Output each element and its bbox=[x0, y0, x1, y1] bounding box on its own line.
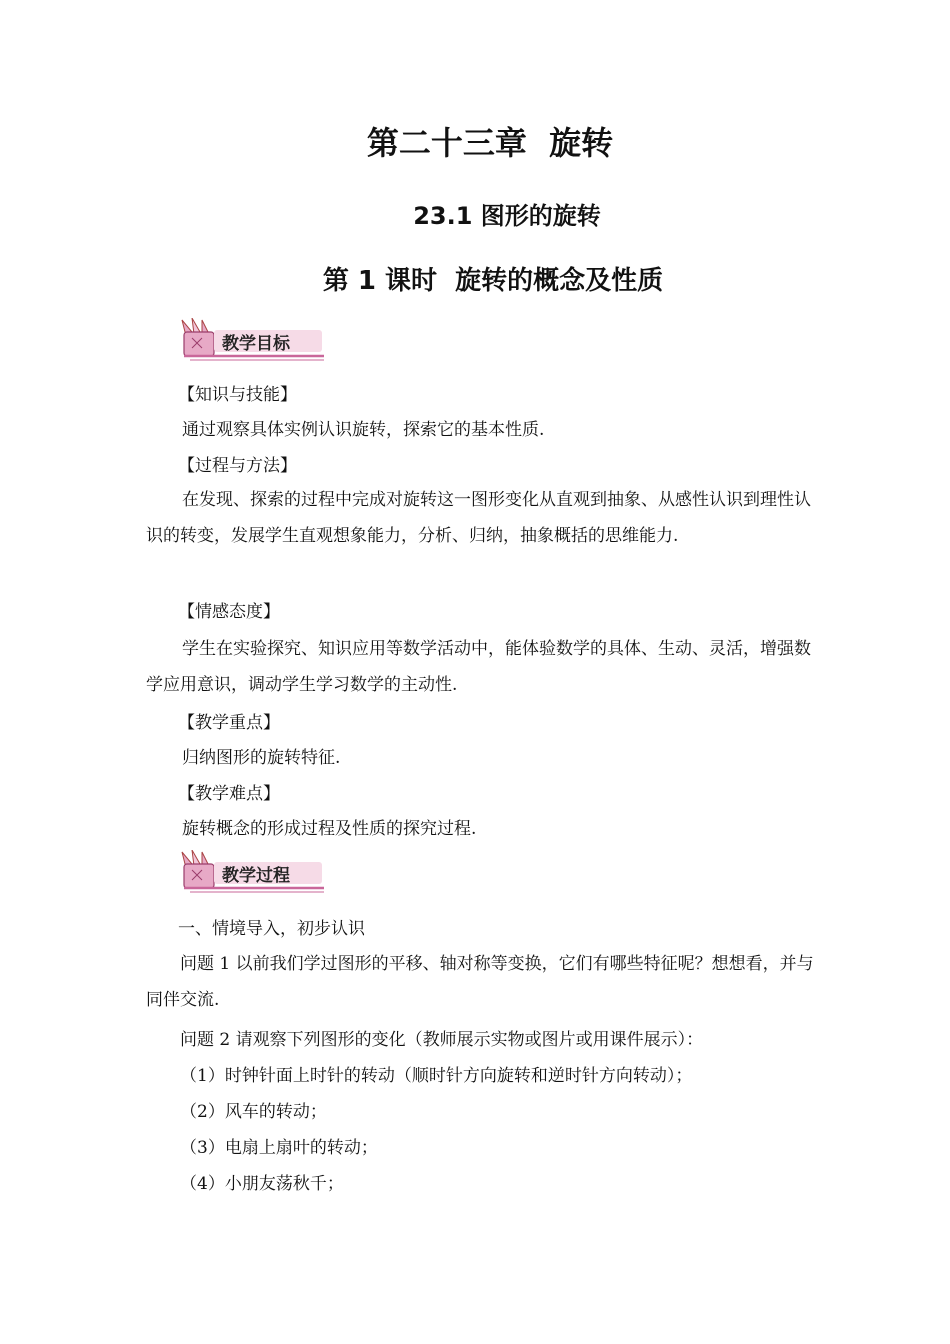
process-badge-label: 教学过程 bbox=[222, 866, 290, 886]
process-text: 在发现、探索的过程中完成对旋转这一图形变化从直观到抽象、从感性认识到理性认识的转变，发展学生直观想象能力，分析、归纳，抽象概括的思维能力. bbox=[146, 490, 811, 546]
difficulty-text: 旋转概念的形成过程及性质的探究过程. bbox=[182, 819, 477, 839]
knowledge-heading: 【知识与技能】 bbox=[178, 385, 297, 405]
question-2: 问题 2 请观察下列图形的变化（教师展示实物或图片或用课件展示）： bbox=[180, 1030, 704, 1050]
list-item: （2）风车的转动； bbox=[180, 1102, 327, 1122]
list-item: （4）小朋友荡秋千； bbox=[180, 1174, 344, 1194]
section1-heading: 一、情境导入，初步认识 bbox=[178, 919, 365, 939]
key-heading: 【教学重点】 bbox=[178, 713, 280, 733]
emotion-heading: 【情感态度】 bbox=[178, 602, 280, 622]
knowledge-text: 通过观察具体实例认识旋转，探索它的基本性质. bbox=[182, 420, 545, 440]
list-item: （3）电扇上扇叶的转动； bbox=[180, 1138, 378, 1158]
key-text: 归纳图形的旋转特征. bbox=[182, 748, 341, 768]
objectives-badge bbox=[178, 318, 328, 362]
difficulty-heading: 【教学难点】 bbox=[178, 784, 280, 804]
objectives-badge-label: 教学目标 bbox=[222, 334, 290, 354]
emotion-text: 学生在实验探究、知识应用等数学活动中，能体验数学的具体、生动、灵活，增强数学应用意识，调动学生学习数学的主动性. bbox=[146, 639, 811, 695]
list-item: （1）时钟针面上时针的转动（顺时针方向旋转和逆时针方向转动）； bbox=[180, 1066, 693, 1086]
process-heading: 【过程与方法】 bbox=[178, 456, 297, 476]
chapter-title: 第二十三章 旋转 bbox=[366, 124, 614, 162]
process-badge bbox=[178, 850, 328, 894]
question-1: 问题 1 以前我们学过图形的平移、轴对称等变换，它们有哪些特征呢？想想看，并与同伴交流. bbox=[146, 954, 814, 1010]
section-title: 23.1 图形的旋转 bbox=[413, 202, 601, 230]
lesson-title: 第 1 课时 旋转的概念及性质 bbox=[322, 266, 664, 296]
